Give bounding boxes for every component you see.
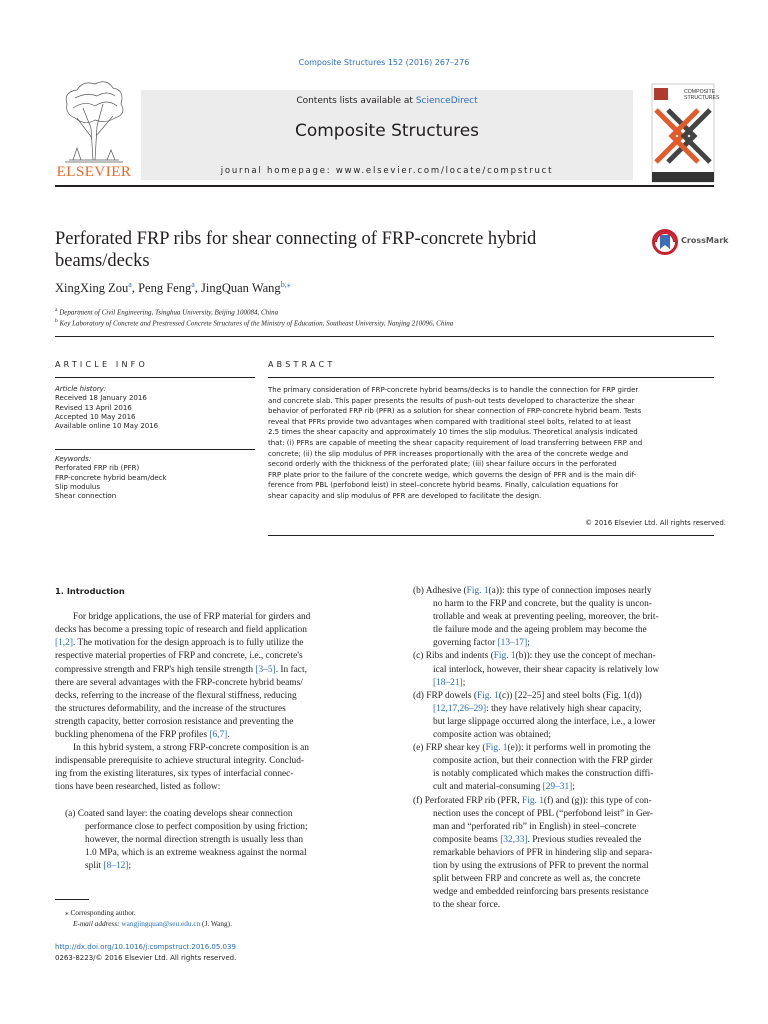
keyword: Perforated FRP rib (PFR)	[55, 464, 140, 473]
text-line: composite beams [32,33]. Previous studies revealed the	[433, 834, 642, 845]
citation-link[interactable]: Fig. 1	[466, 586, 489, 596]
citation-link[interactable]: [3–5]	[255, 664, 276, 675]
email-line: E-mail address: wangjingquan@seu.edu.cn (J. Wang).	[73, 918, 232, 928]
citation-link[interactable]: [13–17]	[497, 638, 528, 649]
text-line: ing from the existing literatures, six types of interfacial connec-	[55, 769, 294, 780]
text-line: tion by using the extrusions of PFR to prevent the normal	[433, 860, 649, 871]
abstract-line: behavior of perforated FRP rib (PFR) as a solution for shear connection of FRP-concrete hybrid beam. Tests	[268, 407, 642, 416]
abstract-line: reveal that PFRs provide two advantages when compared with traditional steel bolts, related to at least	[268, 417, 631, 426]
text-line: is notably complicated which makes the construction diffi-	[433, 769, 654, 780]
text-line: In this hybrid system, a strong FRP-concrete composition is an	[73, 743, 309, 754]
corresponding-star-icon: ⁎	[286, 280, 291, 289]
author-list	[55, 280, 291, 296]
text-line: (a) Coated sand layer: the coating develops shear connection	[65, 808, 293, 819]
text-line: no harm to the FRP and concrete, but the quality is uncon-	[433, 599, 652, 610]
citation-link[interactable]: [29–31]	[542, 782, 573, 793]
section-heading: 1. Introduction	[55, 586, 125, 596]
history-item: Received 18 January 2016	[55, 394, 147, 403]
text-line: respective material properties of FRP and concrete, i.e., concrete's	[55, 651, 303, 662]
text-line: but large slippage occurred along the interface, i.e., a lower	[433, 716, 656, 727]
text-line: 1.0 MPa, which is an extreme weakness against the normal	[85, 847, 307, 858]
blank-line	[55, 795, 380, 808]
keyword: Shear connection	[55, 492, 117, 501]
abstract-heading: ABSTRACT	[268, 360, 336, 369]
text-line: nection uses the concept of PBL (“perfobond leist” in Ger-	[433, 808, 653, 819]
citation-link[interactable]: Fig. 1	[485, 743, 508, 754]
divider	[55, 449, 255, 450]
affiliation-a: $^a$ Department of Civil Engineering, Tsinghua University, Beijing 100084, China	[55, 307, 279, 317]
journal-name: Composite Structures	[294, 121, 480, 141]
text-line: decks, referring to the increase of the flexural stiffness, reducing	[55, 690, 297, 701]
history-item: Available online 10 May 2016	[55, 422, 159, 431]
author-name[interactable]: , Peng Feng	[131, 281, 192, 296]
text-line: the structures deformability, and the increase of the structures	[55, 703, 286, 714]
crossmark-label[interactable]: CrossMark	[681, 236, 729, 245]
text-line: (e) FRP shear key (Fig. 1(e)): it performs well in promoting the	[413, 743, 651, 754]
text-line: composite action, but their connection with the FRP girder	[433, 756, 653, 767]
keywords-label: Keywords:	[55, 455, 92, 463]
list-item-a	[55, 808, 380, 873]
text-line: decks has become a pressing topic of research and field application	[55, 625, 307, 636]
abstract-body	[268, 385, 726, 502]
citation-link[interactable]: Fig. 1	[476, 690, 499, 701]
abstract-copyright: © 2016 Elsevier Ltd. All rights reserved.	[585, 519, 726, 527]
citation-link[interactable]: [6,7]	[209, 730, 228, 741]
affiliation-marker[interactable]: b,⁎	[280, 280, 291, 289]
text-line: [12,17,26–29]: they have relatively high shear capacity,	[433, 703, 642, 714]
text-line: [18–21];	[433, 677, 466, 688]
author-name[interactable]: XingXing Zou	[55, 281, 129, 296]
text-line: tions have been researched, listed as follow:	[55, 782, 221, 793]
contents-prefix: Contents lists available at	[296, 96, 416, 106]
text-line: indispensable prerequisite to achieve structural integrity. Conclud-	[55, 756, 305, 767]
paper-title-line1: Perforated FRP ribs for shear connecting of FRP-concrete hybrid	[55, 229, 537, 249]
text-line: governing factor [13–17];	[433, 638, 530, 649]
article-history	[55, 385, 255, 431]
text-line: wedge and embedded reinforcing bars presents resistance	[433, 887, 649, 898]
history-item: Accepted 10 May 2016	[55, 412, 136, 421]
text-line: split between FRP and concrete as well as, the concrete	[433, 874, 641, 885]
elsevier-tree-logo	[55, 78, 133, 178]
text-line: (c) Ribs and indents (Fig. 1(b)): they use the concept of mechan-	[413, 651, 656, 662]
citation-link[interactable]: Fig. 1	[522, 795, 544, 806]
text-line: For bridge applications, the use of FRP material for girders and	[73, 612, 311, 623]
author-name[interactable]: , JingQuan Wang	[194, 281, 281, 296]
text-line: [1,2]. The motivation for the design approach is to fully utilize the	[55, 638, 304, 649]
cover-title-line2: STRUCTURES	[684, 95, 720, 101]
header-rule	[55, 185, 714, 187]
footnote	[55, 908, 232, 929]
email-link[interactable]: wangjingquan@seu.edu.cn	[121, 918, 201, 928]
history-item: Revised 13 April 2016	[55, 403, 132, 412]
cover-title-line1: COMPOSITE	[684, 89, 716, 95]
text-line: compressive strength and FRP's high tensile strength [3–5]. In fact,	[55, 664, 307, 675]
text-line: cult and material-consuming [29–31];	[433, 782, 575, 793]
text-line: to the shear force.	[433, 900, 501, 911]
citation-link[interactable]: [18–21]	[433, 677, 463, 688]
text-line: there are several advantages with the FRP-concrete hybrid beams/	[55, 677, 303, 688]
article-info-heading: ARTICLE INFO	[55, 360, 148, 369]
blank-line	[55, 598, 380, 611]
abstract-line: concrete; (ii) the slip modulus of PFR increases proportionally with the area of the concrete wedge and	[268, 449, 629, 458]
citation-link[interactable]: [32,33]	[500, 834, 528, 845]
contents-available-line	[141, 96, 633, 106]
text-line: (f) Perforated FRP rib (PFR, Fig. 1(f) and (g)): this type of con-	[413, 795, 652, 806]
affiliation-marker[interactable]: a	[128, 280, 132, 289]
abstract-line: second orderly with the thickness of the perforated plate; (iii) shear failure occurs in the perforated	[268, 460, 617, 469]
abstract-line: and concrete slab. This paper presents the results of push-out tests developed to characterize the shear	[268, 396, 635, 405]
abstract-line: 2.5 times the shear capacity and approximately 10 times the slip modulus. Theoretical analysis indicated	[268, 428, 638, 437]
doi-block	[55, 942, 236, 963]
elsevier-wordmark: ELSEVIER	[56, 164, 132, 180]
citation-link[interactable]: [12,17,26–29]	[433, 703, 487, 714]
keyword: FRP-concrete hybrid beam/deck	[55, 473, 167, 482]
text-line: composite action was obtained;	[433, 730, 551, 741]
abstract-line: that: (i) PFRs are capable of meeting the shear capacity requirement of load transferring between FRP and	[268, 438, 643, 447]
doi-link[interactable]: http://dx.doi.org/10.1016/j.compstruct.2016.05.039	[55, 943, 236, 951]
text-line: buckling phenomena of the FRP profiles [6,7].	[55, 730, 230, 741]
affiliation-marker[interactable]: a	[191, 280, 195, 289]
text-line: performance close to perfect composition by using friction;	[85, 821, 308, 832]
text-line: remarkable behaviors of PFR in hindering slip and separa-	[433, 847, 653, 858]
text-line: trollable and weak at preventing peeling, moreover, the brit-	[433, 612, 659, 623]
journal-homepage[interactable]: journal homepage: www.elsevier.com/locate/compstruct	[220, 166, 554, 176]
sciencedirect-link[interactable]: ScienceDirect	[415, 96, 478, 106]
abstract-line: FRP plate prior to the failure of the concrete wedge, which governs the design of PFR and is the main dif-	[268, 470, 637, 479]
citation-link[interactable]: [1,2]	[55, 638, 73, 649]
keyword: Slip modulus	[55, 482, 101, 491]
paper-title-line2: beams/decks	[55, 251, 150, 271]
intro-paragraph-2	[55, 742, 380, 794]
citation-link[interactable]: [8–12]	[103, 860, 129, 871]
abstract-line: The primary consideration of FRP-concrete hybrid beams/decks is to handle the connection for FRP girder	[268, 386, 639, 394]
affiliation-b: $^b$ Key Laboratory of Concrete and Prestressed Concrete Structures of the Ministry of Education, Southeast University, Nanjing 210096, China	[55, 318, 454, 328]
text-line: (d) FRP dowels (Fig. 1(c)) [22–25] and steel bolts (Fig. 1(d))	[413, 690, 642, 701]
abstract-line: ference from PBL (perfobond leist) in steel–concrete hybrid beams. Finally, calculation equations for	[268, 481, 619, 490]
abstract-line: shear capacity and slip modulus of PFR are developed to facilitate the design.	[268, 491, 542, 500]
text-line: ical interlock, however, their shear capacity is relatively low	[433, 664, 660, 675]
article-history-label: Article history:	[55, 385, 107, 393]
text-line: strength capacity, better corrosion resistance and preventing the	[55, 716, 294, 727]
text-line: tle failure mode and the ageing problem may become the	[433, 625, 647, 636]
divider	[55, 336, 714, 337]
text-line: (b) Adhesive (Fig. 1(a)): this type of connection imposes nearly	[413, 586, 652, 596]
text-line: man and “perforated rib” in English) in steel–concrete	[433, 821, 637, 832]
corresponding-author-note: ⁎ Corresponding author.	[65, 908, 136, 917]
issn-line: 0263-8223/© 2016 Elsevier Ltd. All rights reserved.	[55, 953, 237, 962]
paper-title	[55, 228, 615, 272]
text-line: split [8–12];	[85, 860, 132, 871]
intro-paragraph-1	[55, 611, 380, 742]
divider	[55, 377, 255, 378]
journal-reference[interactable]: Composite Structures 152 (2016) 267–276	[298, 58, 470, 67]
divider	[268, 535, 714, 536]
body-left-column	[55, 585, 380, 873]
text-line: however, the normal direction strength is usually less than	[85, 834, 304, 845]
citation-link[interactable]: Fig. 1	[493, 651, 516, 662]
keywords	[55, 455, 255, 501]
journal-cover-thumbnail	[652, 84, 720, 182]
body-right-column	[413, 585, 733, 912]
divider	[268, 377, 714, 378]
footnote-rule	[55, 899, 89, 900]
